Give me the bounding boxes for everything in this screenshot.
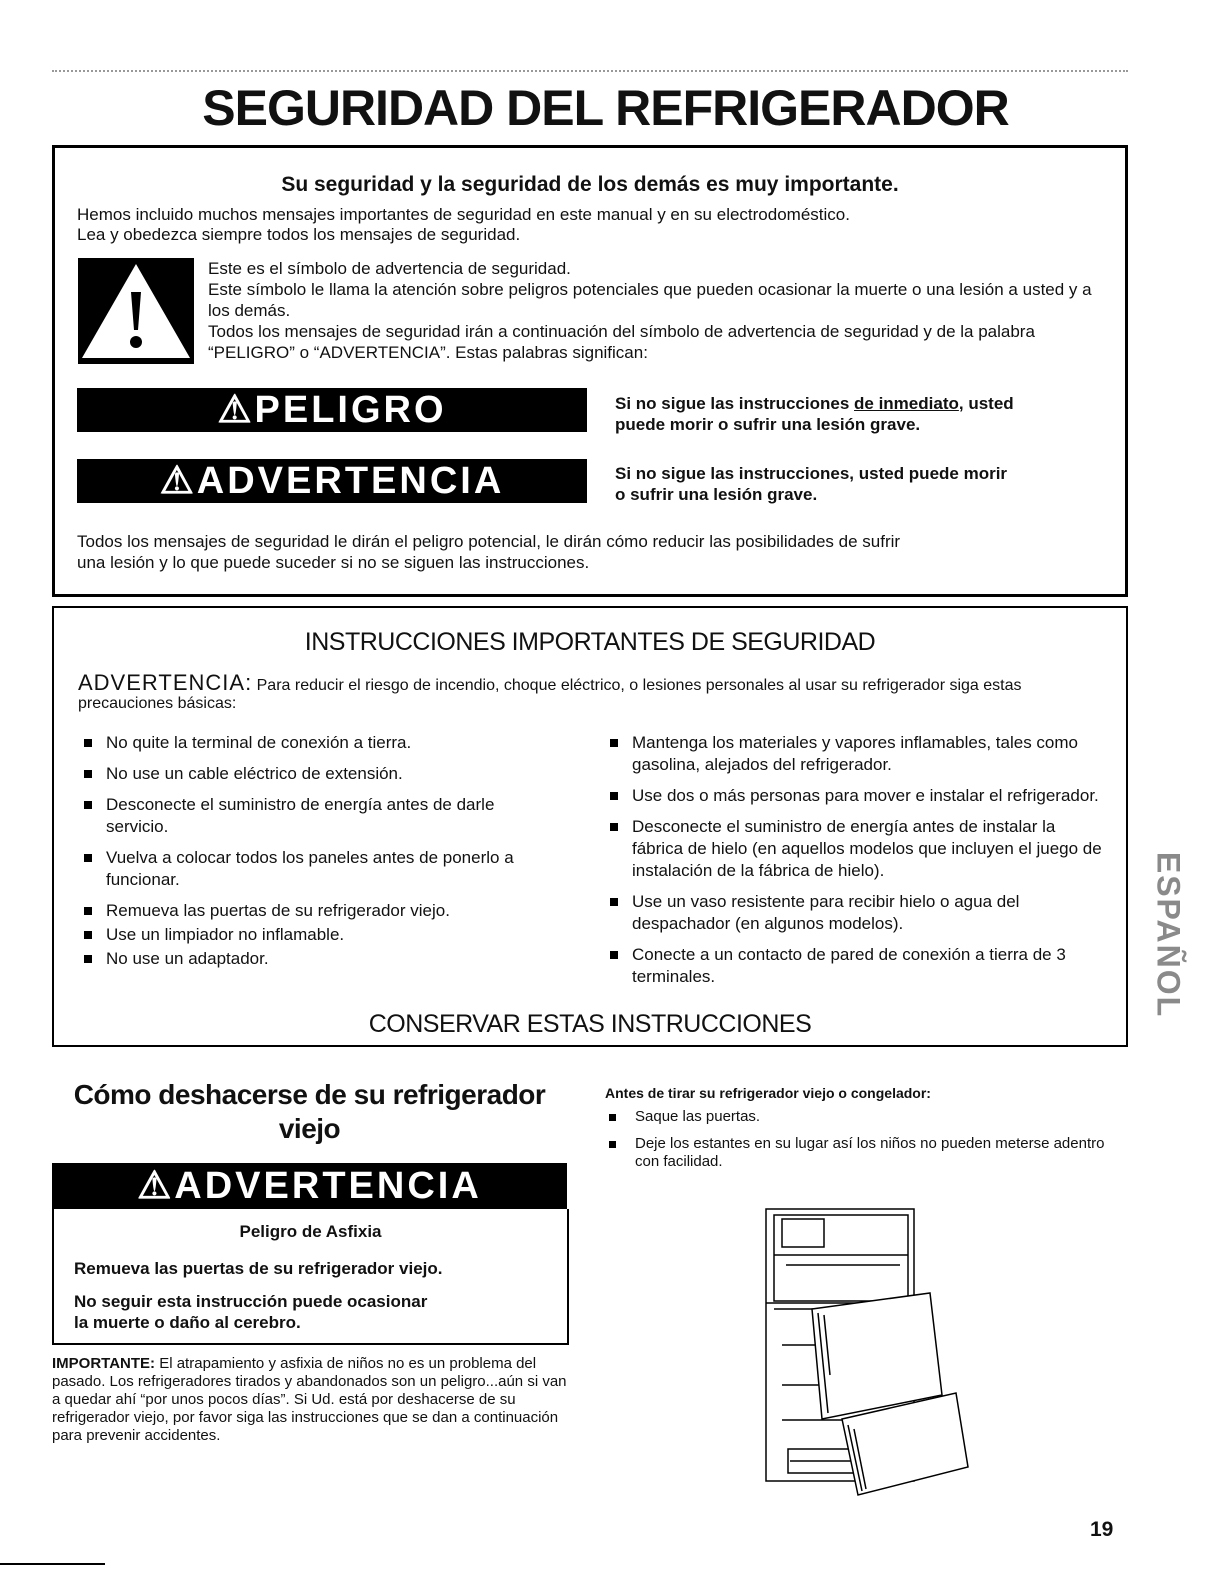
warning-label: ADVERTENCIA: — [78, 670, 253, 695]
disposal-title — [52, 1078, 567, 1146]
safety-box — [52, 145, 1128, 597]
peligro-text-a: Si no sigue las instrucciones — [615, 394, 855, 413]
safety-footer — [77, 531, 900, 573]
right-precautions-list — [606, 732, 1106, 988]
hazard-consequence — [74, 1291, 427, 1333]
list-item: Saque las puertas. — [605, 1108, 1125, 1126]
safety-intro — [77, 205, 850, 245]
list-item: No use un adaptador. — [80, 948, 550, 970]
important-text: El atrapamiento y asfixia de niños no es un problema del pasado. Los refrigeradores tirados y abandonados son un peligro...aún si van a quedar ahí “por unos pocos días”. Si Ud. está por deshacerse de su refrigerador viejo, por favor siga las instrucciones que se dan a continuación para prevenir accidentes. — [52, 1355, 567, 1444]
language-side-tab — [1146, 815, 1190, 1055]
top-rule — [52, 70, 1128, 72]
peligro-text-underlined: de inmediato — [854, 394, 959, 413]
left-precautions-list — [80, 732, 550, 970]
disposal-warning-box — [52, 1209, 569, 1345]
hazard-name: Peligro de Asfixia — [239, 1222, 382, 1241]
peligro-signal-word: ⚠PELIGRO — [77, 388, 587, 432]
side-tab-label: ESPAÑOL — [1150, 851, 1187, 1019]
safety-heading: Su seguridad y la seguridad de los demás es muy importante. — [281, 173, 899, 196]
important-instructions-box — [52, 606, 1128, 1047]
warning-triangle-icon — [78, 258, 194, 364]
fridge-doors-removed-illustration — [760, 1205, 980, 1500]
consequence-line-1: No seguir esta instrucción puede ocasionar — [74, 1292, 428, 1311]
important-label: IMPORTANTE: — [52, 1355, 156, 1372]
list-item: Conecte a un contacto de pared de conexión a tierra de 3 terminales. — [606, 944, 1106, 988]
list-item: No quite la terminal de conexión a tierra. — [80, 732, 550, 754]
advertencia-signal-word: ⚠ADVERTENCIA — [77, 459, 587, 503]
instructions-footer: CONSERVAR ESTAS INSTRUCCIONES — [368, 1010, 812, 1038]
symbol-line-2: Este símbolo le llama la atención sobre peligros potenciales que pueden ocasionar la muerte o una lesión a usted y a los demás. — [208, 280, 1092, 320]
symbol-line-3: Todos los mensajes de seguridad irán a continuación del símbolo de advertencia de seguridad y de la palabra “PELIGRO” o “ADVERTENCIA”. Estas palabras significan: — [208, 322, 1035, 362]
list-item: Use dos o más personas para mover e instalar el refrigerador. — [606, 785, 1106, 807]
footer-line-1: Todos los mensajes de seguridad le dirán el peligro potencial, le dirán cómo reducir las posibilidades de sufrir — [77, 532, 901, 551]
list-item: Use un limpiador no inflamable. — [80, 924, 550, 946]
intro-line-2: Lea y obedezca siempre todos los mensajes de seguridad. — [77, 225, 521, 244]
list-item: Desconecte el suministro de energía antes de instalar la fábrica de hielo (en aquellos modelos que incluyen el juego de instalación de la fábrica de hielo). — [606, 816, 1106, 882]
disposal-title-line-1: Cómo deshacerse de su refrigerador — [73, 1079, 546, 1110]
page-number: 19 — [1090, 1518, 1114, 1541]
symbol-line-1: Este es el símbolo de advertencia de seguridad. — [208, 259, 571, 278]
disposal-title-line-2: viejo — [278, 1113, 341, 1144]
list-item: Mantenga los materiales y vapores inflamables, tales como gasolina, alejados del refrigerador. — [606, 732, 1106, 776]
symbol-explanation — [208, 258, 1098, 363]
advertencia-text-2: o sufrir una lesión grave. — [615, 485, 818, 504]
instructions-warning — [78, 670, 1078, 713]
peligro-meaning — [615, 393, 1014, 435]
instructions-heading: INSTRUCCIONES IMPORTANTES DE SEGURIDAD — [304, 628, 876, 656]
advertencia-text-1: Si no sigue las instrucciones, usted puede morir — [615, 464, 1008, 483]
advertencia-meaning — [615, 463, 1007, 505]
bottom-rule — [0, 1563, 105, 1565]
list-item: Desconecte el suministro de energía antes de darle servicio. — [80, 794, 550, 838]
hazard-instruction: Remueva las puertas de su refrigerador viejo. — [74, 1259, 443, 1278]
intro-line-1: Hemos incluido muchos mensajes importantes de seguridad en este manual y en su electrodoméstico. — [77, 205, 850, 224]
peligro-text-c: puede morir o sufrir una lesión grave. — [615, 415, 921, 434]
list-item: Deje los estantes en su lugar así los niños no pueden meterse adentro con facilidad. — [605, 1135, 1125, 1171]
important-note — [52, 1355, 567, 1445]
footer-line-2: una lesión y lo que puede suceder si no se siguen las instrucciones. — [77, 553, 590, 572]
disposal-steps-list — [605, 1108, 1125, 1171]
list-item: Use un vaso resistente para recibir hielo o agua del despachador (en algunos modelos). — [606, 891, 1106, 935]
disposal-right-heading: Antes de tirar su refrigerador viejo o congelador: — [605, 1085, 931, 1101]
disposal-warning-signal-word: ⚠ADVERTENCIA — [52, 1163, 567, 1209]
warning-text: Para reducir el riesgo de incendio, choque eléctrico, o lesiones personales al usar su refrigerador siga estas precauciones básicas: — [78, 677, 1022, 712]
page-title: SEGURIDAD DEL REFRIGERADOR — [202, 80, 1009, 136]
peligro-text-b: , usted — [958, 394, 1014, 413]
consequence-line-2: la muerte o daño al cerebro. — [74, 1313, 301, 1332]
list-item: No use un cable eléctrico de extensión. — [80, 763, 550, 785]
list-item: Remueva las puertas de su refrigerador viejo. — [80, 900, 550, 922]
list-item: Vuelva a colocar todos los paneles antes de ponerlo a funcionar. — [80, 847, 550, 891]
